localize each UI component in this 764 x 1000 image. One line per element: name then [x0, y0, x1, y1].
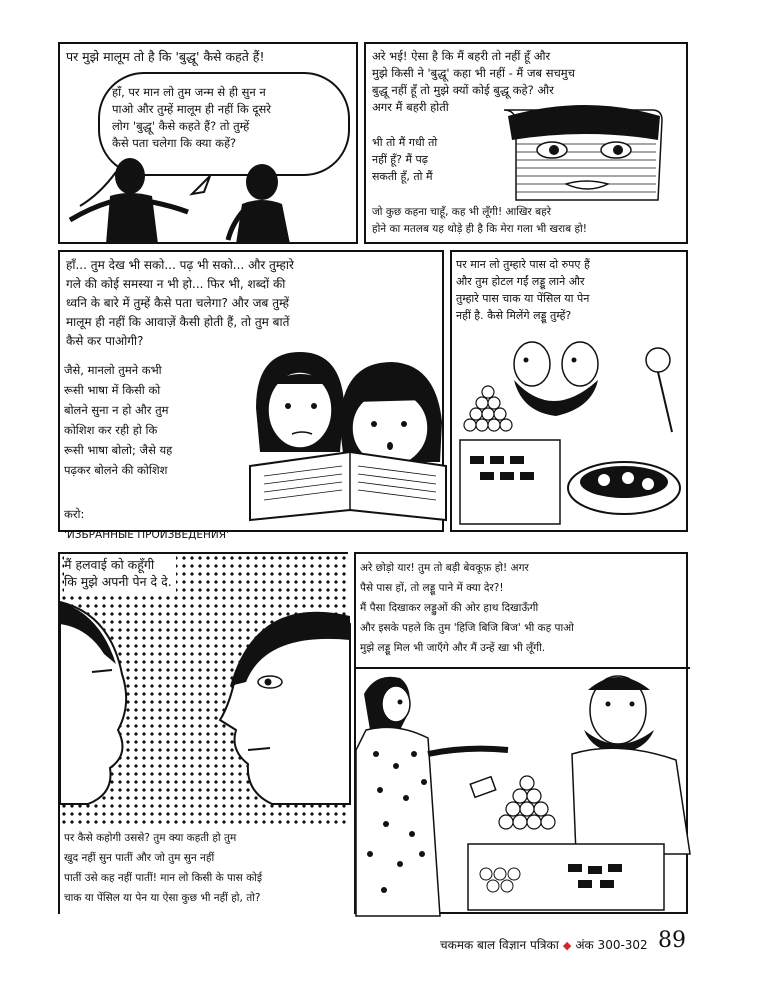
magazine-footer — [440, 936, 648, 953]
panel-4-text: पर मान लो तुम्हारे पास दो रुपए हैं और तुम होटल गईं लड्डू लाने और तुम्हारे पास चाक या पेंसिल या पेन नहीं है. कैसे मिलेंगे लड्डू तुम्हें? — [456, 258, 590, 322]
panel-3-text-last-prefix: करो: — [64, 507, 85, 521]
comic-panel-1 — [58, 42, 358, 244]
comic-panel-6 — [354, 552, 688, 914]
panel-2-text-left: भी तो मैं गधी तो नहीं हूँ? मैं पढ़ सकती हूँ, तो मैं — [372, 136, 438, 183]
panel-5-text-bottom: पर कैसे कहोगी उससे? तुम क्या कहती हो तुम खुद नहीं सुन पातीं और जो तुम सुन नहीं पातीं उसे कह नहीं पातीं! मान लो किसी के पास कोई चाक या पेंसिल या पेन या ऐसा कुछ भी नहीं हो, तो? — [64, 832, 263, 904]
comic-panel-3 — [58, 250, 444, 541]
panel-6-text: अरे छोड़ो यार! तुम तो बड़ी बेवकूफ़ हो! अगर पैसे पास हों, तो लड्डू पाने में क्या देर?! मैं पैसा दिखाकर लड्डुओं की ओर हाथ दिखाऊँगी और इसके पहले कि तुम 'हिजि बिजि बिज' भी कह पाओ मुझे लड्डू मिल भी जाएँगे और मैं उन्हें खा भी लूँगी. — [360, 562, 574, 654]
magazine-name: चकमक बाल विज्ञान पत्रिका — [440, 938, 559, 952]
panel-1-bubble-text: हाँ, पर मान लो तुम जन्म से ही सुन न पाओ और तुम्हें मालूम ही नहीं कि दूसरे लोग 'बुद्धू' कैसे कहते हैं? तो तुम्हें कैसे पता चलेगा कि क्या कहें? — [112, 85, 271, 150]
panel-1-caption: पर मुझे मालूम तो है कि 'बुद्धू' कैसे कहते हैं! — [66, 49, 265, 64]
page-number: 89 — [658, 928, 686, 953]
comic-panel-2 — [364, 42, 688, 244]
panel-3-text-top: हाँ... तुम देख भी सको... पढ़ भी सको... और तुम्हारे गले की कोई समस्या न भी हो... फिर भी, शब्दों की ध्वनि के बारे में तुम्हें कैसे पता चलेगा? और जब तुम्हें मालूम ही नहीं कि आवाज़ें कैसी होती हैं, तो तुम बातें कैसे कर पाओगी? — [66, 258, 294, 348]
issue-number: अंक 300-302 — [575, 938, 648, 952]
two-girls-silhouette-illustration — [60, 44, 360, 246]
comic-panel-5 — [58, 552, 348, 914]
panel-3-text-left: जैसे, मानलो तुमने कभी रूसी भाषा में किसी को बोलने सुना न हो और तुम कोशिश कर रही हो कि रूसी भाषा बोलो; जैसे यह पढ़कर बोलने की कोशिश — [64, 363, 173, 477]
russian-book-title: 'ИЗБРАННЫЕ ПРОИЗВЕДЕНИЯ' — [64, 529, 229, 541]
two-girls-reading-book-illustration — [60, 252, 446, 534]
panel-5-text-top: मैं हलवाई को कहूँगी कि मुझे अपनी पेन दे दे. — [64, 556, 176, 592]
panel-2-text-top: अरे भई! ऐसा है कि मैं बहरी तो नहीं हूँ और मुझे किसी ने 'बुद्धू' कहा भी नहीं - मैं जब सचमुच बुद्धू नहीं हूँ तो मुझे क्यों कोई बुद्धू कहे? और अगर मैं बहरी होती — [372, 49, 575, 114]
comic-panel-4 — [450, 250, 688, 532]
diamond-icon: ◆ — [562, 939, 572, 952]
girl-showing-money-to-halwai-illustration — [356, 554, 690, 916]
panel-2-text-bottom: जो कुछ कहना चाहूँ, कह भी लूँगी! आखिर बहरे होने का मतलब यह थोड़े ही है कि मेरा गला भी खराब हो! — [372, 206, 587, 235]
girl-face-closeup-illustration — [366, 44, 690, 246]
sweet-shop-halwai-illustration — [452, 252, 690, 534]
